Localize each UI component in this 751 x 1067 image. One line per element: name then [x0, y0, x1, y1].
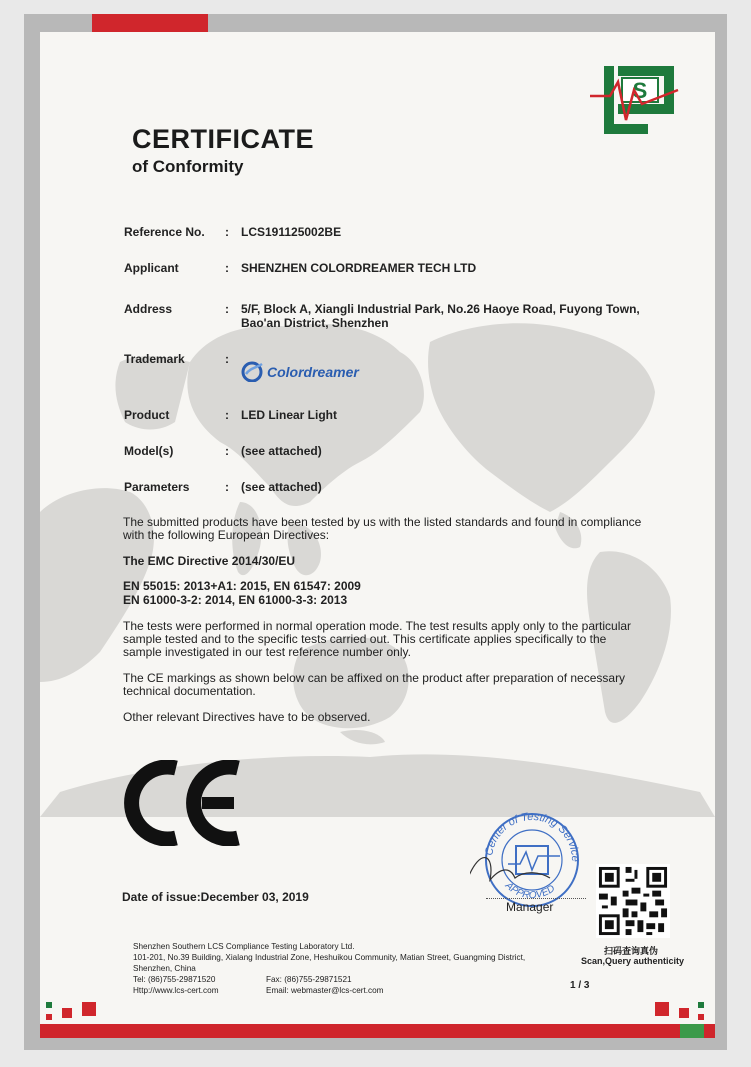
qr-caption-en: Scan,Query authenticity [581, 956, 685, 966]
colon: : [225, 480, 229, 494]
corner-square [62, 1008, 72, 1018]
bottom-red-bar [40, 1024, 715, 1038]
colon: : [225, 225, 229, 239]
parameters-label: Parameters [124, 480, 190, 494]
page-number: 1 / 3 [570, 980, 590, 991]
page-title: CERTIFICATE [132, 124, 314, 154]
corner-square [698, 1014, 704, 1020]
other-directives: Other relevant Directives have to be observed. [123, 710, 371, 724]
svg-text:Center of Testing Service [483, 811, 581, 862]
footer-tel: Tel: (86)755-29871520 [133, 975, 216, 984]
corner-square [82, 1002, 96, 1016]
address-label: Address [124, 302, 173, 316]
models-label: Model(s) [124, 444, 174, 458]
logo-letter: S [632, 78, 648, 103]
address-value-line1: 5/F, Block A, Xiangli Industrial Park, No.26 Haoye Road, Fuyong Town, [241, 302, 640, 316]
corner-square [679, 1008, 689, 1018]
footer-address2: Shenzhen, China [133, 964, 196, 973]
applicant-value: SHENZHEN COLORDREAMER TECH LTD [241, 261, 477, 275]
lcs-logo [588, 64, 680, 136]
address-value-line2: Bao'an District, Shenzhen [241, 316, 389, 330]
date-of-issue: Date of issue:December 03, 2019 [122, 890, 309, 904]
standards-line2: EN 61000-3-2: 2014, EN 61000-3-3: 2013 [123, 593, 348, 607]
corner-square [698, 1002, 704, 1008]
qr-code[interactable] [596, 864, 670, 938]
colon: : [225, 444, 229, 458]
tests-line2: sample tested and to the specific tests carried out. This certificate applies specifically to the [123, 632, 607, 646]
reference-value: LCS191125002BE [241, 225, 342, 239]
trademark-logo [240, 360, 390, 384]
corner-square [46, 1014, 52, 1020]
bottom-green-bar [680, 1024, 704, 1038]
stamp-top-text: Center of Testing Service [483, 810, 582, 862]
manager-label: Manager [506, 900, 554, 914]
tests-line1: The tests were performed in normal operation mode. The test results apply only to the particular [123, 619, 632, 633]
corner-square [46, 1002, 52, 1008]
ce-line2: technical documentation. [123, 684, 256, 698]
directive: The EMC Directive 2014/30/EU [123, 554, 296, 568]
intro-line1: The submitted products have been tested by us with the listed standards and found in compliance [123, 515, 642, 529]
colordreamer-logo-icon [240, 360, 268, 382]
colon: : [225, 261, 229, 275]
parameters-value: (see attached) [241, 480, 322, 494]
standards-line1: EN 55015: 2013+A1: 2015, EN 61547: 2009 [123, 579, 361, 593]
trademark-label: Trademark [124, 352, 185, 366]
top-red-bar [92, 14, 208, 32]
ce-mark [120, 760, 246, 846]
colon: : [225, 352, 229, 366]
footer-fax: Fax: (86)755-29871521 [266, 975, 352, 984]
page-subtitle: of Conformity [132, 157, 244, 176]
stamp-bottom-text: APPROVED [502, 880, 558, 902]
applicant-label: Applicant [124, 261, 179, 275]
footer-email[interactable]: Email: webmaster@lcs-cert.com [266, 986, 384, 995]
product-value: LED Linear Light [241, 408, 337, 422]
footer-address1: 101-201, No.39 Building, Xialang Industrial Zone, Heshuikou Community, Matian Street, Guangming District, [133, 953, 526, 962]
corner-square [655, 1002, 669, 1016]
qr-caption-cn: 扫码查询真伪 [604, 946, 659, 956]
approval-stamp [470, 808, 592, 908]
footer-company: Shenzhen Southern LCS Compliance Testing Laboratory Ltd. [133, 942, 355, 951]
models-value: (see attached) [241, 444, 322, 458]
colon: : [225, 408, 229, 422]
trademark-logo-text: Colordreamer [267, 364, 359, 380]
colon: : [225, 302, 229, 316]
signature-line [486, 898, 586, 899]
intro-line2: with the following European Directives: [123, 528, 330, 542]
tests-line3: sample investigated in our test reference number only. [123, 645, 411, 659]
reference-label: Reference No. [124, 225, 205, 239]
footer-website[interactable]: Http://www.lcs-cert.com [133, 986, 219, 995]
product-label: Product [124, 408, 170, 422]
ce-line1: The CE markings as shown below can be affixed on the product after preparation of necessary [123, 671, 626, 685]
